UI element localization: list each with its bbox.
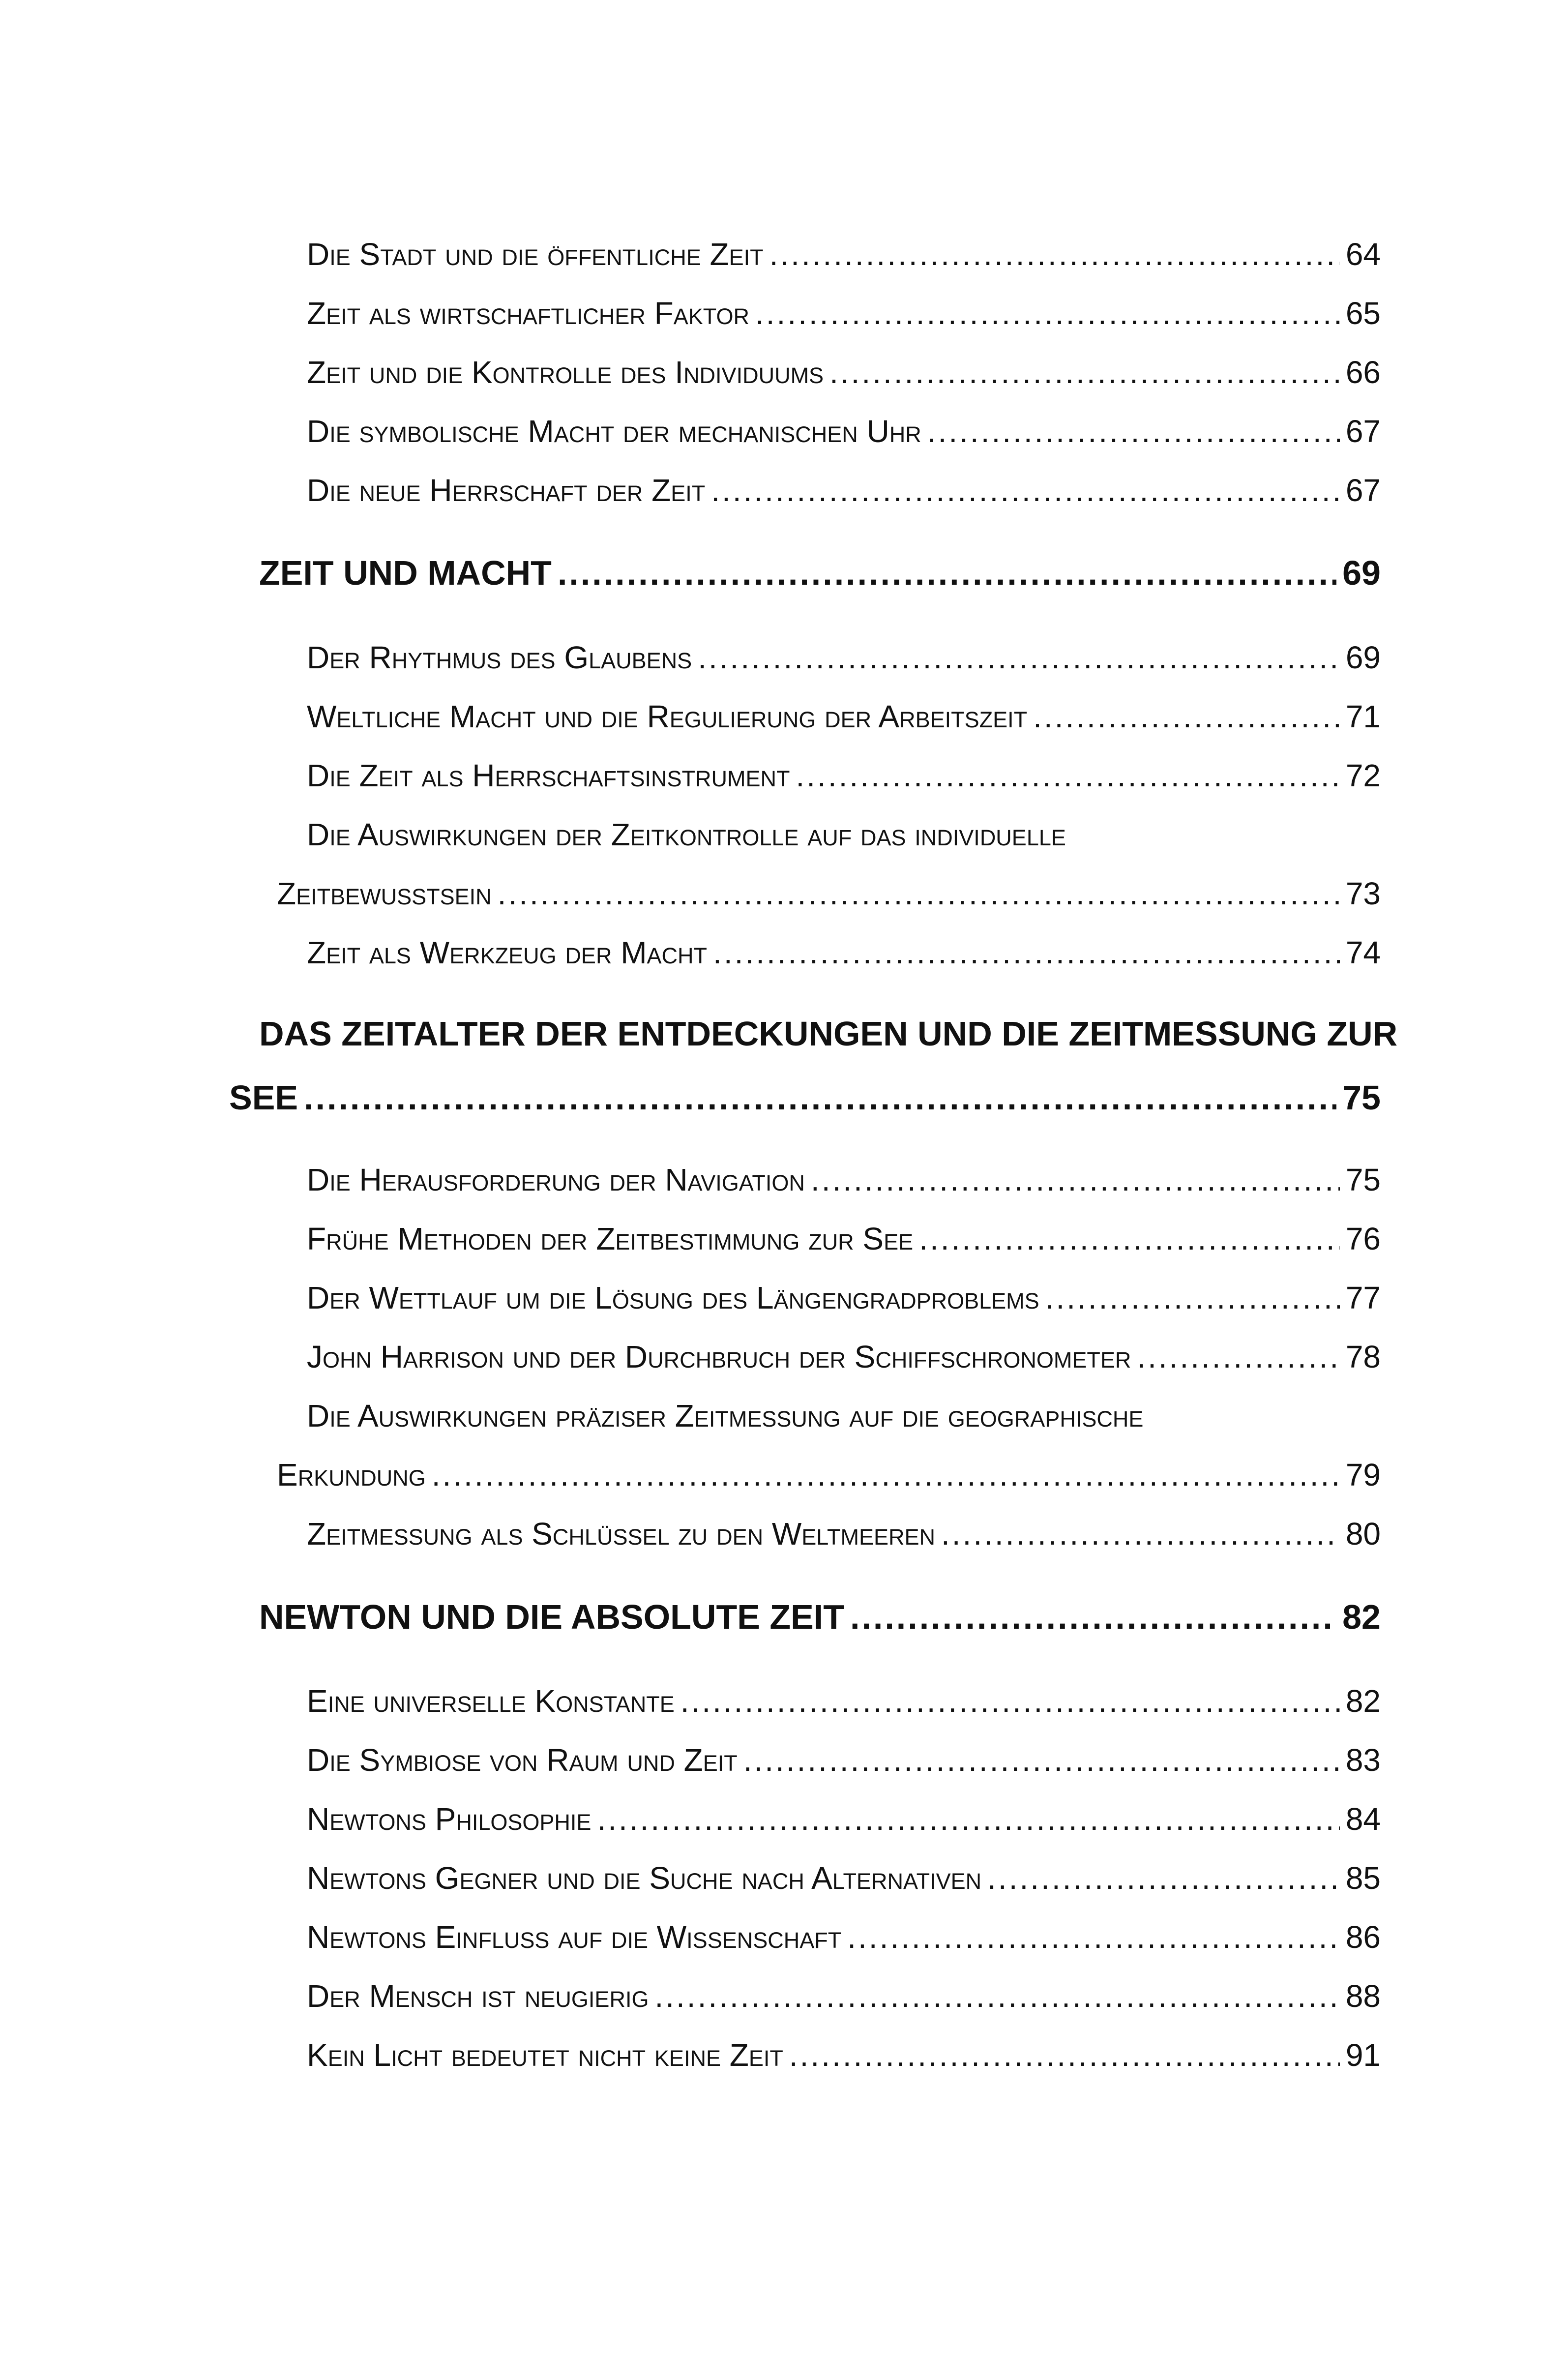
dot-leader <box>1045 1276 1340 1320</box>
toc-entry-title: Die Symbiose von Raum und Zeit <box>307 1742 738 1778</box>
toc-entry-page: 72 <box>1345 758 1381 793</box>
dot-leader <box>919 1217 1340 1261</box>
dot-leader <box>796 753 1339 798</box>
toc-chapter-page: 69 <box>1342 554 1381 592</box>
toc-entry[interactable] <box>307 1512 1381 1556</box>
toc-entry-page: 71 <box>1345 699 1381 734</box>
toc-entry-title: Newtons Gegner und die Suche nach Alternativen <box>307 1860 982 1896</box>
dot-leader <box>711 468 1340 512</box>
toc-entry-title: Der Mensch ist neugierig <box>307 1978 649 2014</box>
dot-leader <box>743 1738 1340 1782</box>
toc-entry-page: 80 <box>1345 1516 1381 1552</box>
toc-entry[interactable] <box>307 2033 1381 2077</box>
dot-leader <box>755 291 1340 335</box>
toc-entry[interactable] <box>307 1915 1381 1959</box>
toc-entry-title: Newtons Einfluss auf die Wissenschaft <box>307 1919 842 1955</box>
toc-entry[interactable] <box>307 694 1381 739</box>
toc-entry-title-line1: Die Auswirkungen präziser Zeitmessung auf die geographische <box>307 1398 1144 1433</box>
toc-entry[interactable] <box>307 1158 1381 1202</box>
toc-entry-page: 73 <box>1345 876 1381 911</box>
toc-entry-page: 78 <box>1345 1339 1381 1374</box>
toc-entry-title: John Harrison und der Durchbruch der Schiffschronometer <box>307 1339 1131 1374</box>
toc-entry[interactable] <box>307 1335 1381 1379</box>
toc-entry-page: 79 <box>1345 1457 1381 1492</box>
toc-chapter-title-line2: SEE <box>229 1078 298 1117</box>
dot-leader <box>304 1073 1336 1122</box>
toc-entry-page: 91 <box>1345 2037 1381 2073</box>
dot-leader <box>769 232 1340 276</box>
dot-leader <box>597 1797 1339 1841</box>
toc-entry-title: Weltliche Macht und die Regulierung der Arbeitszeit <box>307 699 1028 734</box>
toc-entry[interactable] <box>307 1738 1381 1782</box>
toc-entry[interactable] <box>307 468 1381 512</box>
toc-entry-title: Zeit als wirtschaftlicher Faktor <box>307 296 749 331</box>
dot-leader <box>987 1856 1340 1900</box>
toc-entry[interactable] <box>307 1797 1381 1841</box>
toc-entry[interactable] <box>307 1974 1381 2018</box>
toc-entry[interactable] <box>307 1217 1381 1261</box>
dot-leader <box>498 871 1340 916</box>
toc-entry-title: Die Stadt und die öffentliche Zeit <box>307 237 764 272</box>
toc-entry-page: 67 <box>1345 414 1381 449</box>
toc-entry-title: Der Rhythmus des Glaubens <box>307 640 692 675</box>
toc-entry-title-line1: Die Auswirkungen der Zeitkontrolle auf das individuelle <box>307 817 1066 852</box>
toc-chapter-title: NEWTON UND DIE ABSOLUTE ZEIT <box>259 1598 844 1636</box>
toc-entry-page: 84 <box>1345 1801 1381 1837</box>
toc-entry[interactable] <box>307 753 1381 798</box>
toc-entry[interactable] <box>307 1679 1381 1723</box>
toc-entry-title: Die symbolische Macht der mechanischen Uhr <box>307 414 921 449</box>
toc-entry-page: 76 <box>1345 1221 1381 1256</box>
toc-chapter-entry[interactable] <box>259 1592 1381 1642</box>
toc-entry-title: Die neue Herrschaft der Zeit <box>307 473 706 508</box>
toc-entry-title-line2: Zeitbewusstsein <box>277 876 492 911</box>
toc-entry-page: 83 <box>1345 1742 1381 1778</box>
toc-entry[interactable] <box>307 350 1381 394</box>
dot-leader <box>811 1158 1340 1202</box>
toc-entry-page: 86 <box>1345 1919 1381 1955</box>
toc-entry[interactable] <box>307 930 1381 975</box>
dot-leader <box>713 930 1340 975</box>
toc-entry-page: 88 <box>1345 1978 1381 2014</box>
toc-entry[interactable] <box>307 1276 1381 1320</box>
toc-entry-page: 65 <box>1345 296 1381 331</box>
toc-entry-page: 77 <box>1345 1280 1381 1315</box>
toc-entry-title: Frühe Methoden der Zeitbestimmung zur See <box>307 1221 914 1256</box>
toc-entry-title: Eine universelle Konstante <box>307 1683 675 1719</box>
toc-entry-page: 64 <box>1345 237 1381 272</box>
toc-entry-page: 66 <box>1345 355 1381 390</box>
toc-entry[interactable] <box>307 232 1381 276</box>
toc-entry-title: Zeit und die Kontrolle des Individuums <box>307 355 824 390</box>
toc-entry-page: 75 <box>1345 1162 1381 1197</box>
toc-entry-title: Die Zeit als Herrschaftsinstrument <box>307 758 790 793</box>
toc-chapter-title: ZEIT UND MACHT <box>259 554 552 592</box>
toc-entry[interactable] <box>307 635 1381 680</box>
dot-leader <box>789 2033 1340 2077</box>
dot-leader <box>558 548 1336 597</box>
dot-leader <box>850 1592 1336 1642</box>
toc-chapter-page: 75 <box>1342 1078 1381 1117</box>
toc-entry-page: 85 <box>1345 1860 1381 1896</box>
toc-entry-title: Der Wettlauf um die Lösung des Längengradproblems <box>307 1280 1039 1315</box>
toc-entry[interactable] <box>307 291 1381 335</box>
toc-entry[interactable] <box>307 1856 1381 1900</box>
toc-chapter-page: 82 <box>1342 1598 1381 1636</box>
dot-leader <box>829 350 1340 394</box>
toc-entry-title-line2: Erkundung <box>277 1457 426 1492</box>
toc-entry-title: Newtons Philosophie <box>307 1801 592 1837</box>
toc-chapter-entry[interactable] <box>229 1073 1381 1122</box>
toc-entry-title: Zeitmessung als Schlüssel zu den Weltmeeren <box>307 1516 935 1552</box>
toc-entry-page: 67 <box>1345 473 1381 508</box>
toc-entry-title: Kein Licht bedeutet nicht keine Zeit <box>307 2037 783 2073</box>
dot-leader <box>927 409 1340 453</box>
toc-entry-title: Zeit als Werkzeug der Macht <box>307 935 708 970</box>
dot-leader <box>432 1453 1340 1497</box>
toc-entry[interactable] <box>277 871 1381 916</box>
toc-entry-page: 82 <box>1345 1683 1381 1719</box>
dot-leader <box>680 1679 1340 1723</box>
dot-leader <box>1137 1335 1339 1379</box>
toc-entry-page: 69 <box>1345 640 1381 675</box>
dot-leader <box>698 635 1340 680</box>
dot-leader <box>941 1512 1340 1556</box>
toc-entry-page: 74 <box>1345 935 1381 970</box>
toc-entry[interactable] <box>307 409 1381 453</box>
dot-leader <box>847 1915 1340 1959</box>
toc-chapter-title-line1: DAS ZEITALTER DER ENTDECKUNGEN UND DIE ZEITMESSUNG ZUR <box>259 1015 1398 1053</box>
dot-leader <box>1033 694 1340 739</box>
dot-leader <box>654 1974 1339 2018</box>
toc-entry[interactable] <box>277 1453 1381 1497</box>
toc-entry-title: Die Herausforderung der Navigation <box>307 1162 805 1197</box>
toc-chapter-entry[interactable] <box>259 548 1381 597</box>
